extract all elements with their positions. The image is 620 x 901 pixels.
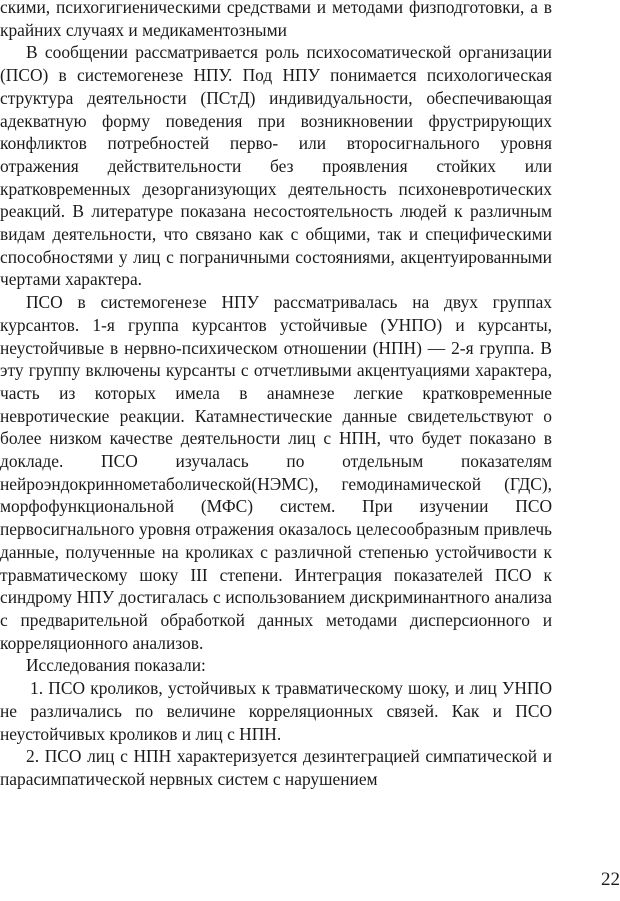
paragraph-methods: ПСО в системогенезе НПУ рассматривалась на двух группах курсантов. 1-я группа курсантов устойчивые (УНПО) и курсанты, неустойчивые в нервно-психическом отношении (НПН) — 2-я группа. В эту группу включены курсанты с отчетливыми акцентуациями характера, часть из которых имела в анамнезе легкие кратковременные невротические реакции. Катамнестические данные свидетельствуют о более низком качестве деятельности лиц с НПН, что будет показано в докладе. ПСО изучалась по отдельным показателям нейроэндокриннометаболической(НЭМС), гемодинамической (ГДС), морфофункциональной (МФС) систем. При изучении ПСО первосигнального уровня отражения оказалось целесообразным привлечь данные, полученные на кроликах с различной степенью устойчивости к травматическому шоку III степени. Интеграция показателей ПСО к синдрому НПУ достигалась с использованием дискриминантного анализа с предварительной обработкой данных методами дисперсионного и корреляционного анализов. xyxy=(0,292,552,653)
paragraph-result-1: 1. ПСО кроликов, устойчивых к травматическому шоку, и лиц УНПО не различались по величине корреляционных связей. Как и ПСО неустойчивых кроликов и лиц с НПН. xyxy=(0,678,552,744)
page-number: 22 xyxy=(601,869,620,890)
paragraph-result-2: 2. ПСО лиц с НПН характеризуется дезинтеграцией симпатической и парасимпатической нервных систем с нарушением xyxy=(0,746,552,789)
paragraph-results-heading: Исследования показали: xyxy=(26,655,206,676)
paragraph-introduction: В сообщении рассматривается роль психосоматической организации (ПСО) в системогенезе НПУ. Под НПУ понимается психологическая структура деятельности (ПСтД) индивидуальности, обеспечивающая адекватную форму поведения при возникновении фрустрирующих конфликтов потребностей перво- или второсигнального уровня отражения действительности без проявления стойких или кратковременных дезорганизующих деятельность психоневротических реакций. В литературе показана несостоятельность людей к различным видам деятельности, что связано как с общими, так и специфическими способностями у лиц с пограничными состояниями, акцентуированными чертами характера. xyxy=(0,42,552,290)
paragraph-continuation: скими, психогигиеническими средствами и методами физподготовки, а в крайних случаях и медикаментозными xyxy=(0,0,552,40)
